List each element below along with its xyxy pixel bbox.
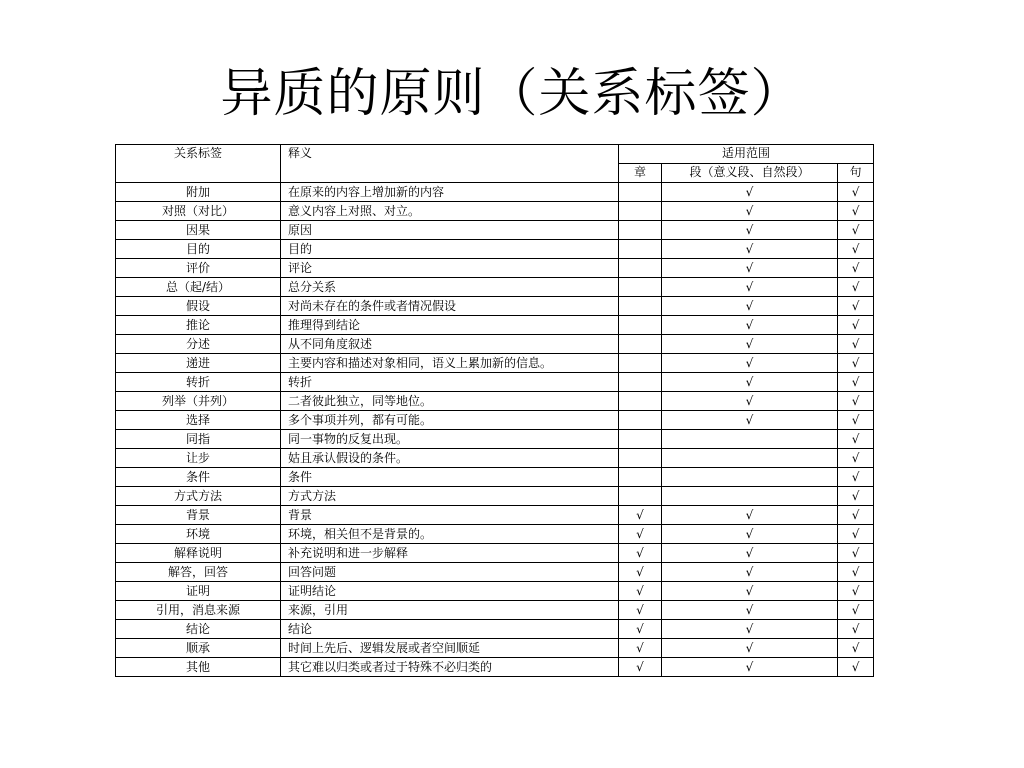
cell-label: 转折 xyxy=(116,373,281,392)
cell-label: 顺承 xyxy=(116,639,281,658)
cell-scope-sentence: √ xyxy=(838,392,874,411)
cell-scope-chapter xyxy=(619,373,662,392)
cell-label: 分述 xyxy=(116,335,281,354)
cell-scope-paragraph: √ xyxy=(662,221,838,240)
cell-scope-sentence: √ xyxy=(838,221,874,240)
cell-label: 其他 xyxy=(116,658,281,677)
cell-scope-chapter xyxy=(619,183,662,202)
table-row xyxy=(116,506,874,525)
cell-scope-paragraph xyxy=(662,430,838,449)
table-row xyxy=(116,582,874,601)
cell-scope-paragraph: √ xyxy=(662,183,838,202)
table-row xyxy=(116,639,874,658)
header-scope-paragraph: 段（意义段、自然段） xyxy=(662,164,838,183)
cell-definition: 目的 xyxy=(281,240,619,259)
cell-definition: 背景 xyxy=(281,506,619,525)
table-row xyxy=(116,487,874,506)
table-row xyxy=(116,468,874,487)
header-scope-sentence: 句 xyxy=(838,164,874,183)
cell-scope-paragraph: √ xyxy=(662,392,838,411)
cell-scope-chapter: √ xyxy=(619,620,662,639)
cell-label: 总（起/结） xyxy=(116,278,281,297)
table-row xyxy=(116,392,874,411)
table-row xyxy=(116,601,874,620)
cell-scope-paragraph: √ xyxy=(662,563,838,582)
cell-scope-chapter: √ xyxy=(619,582,662,601)
cell-label: 结论 xyxy=(116,620,281,639)
header-scope: 适用范围 xyxy=(619,145,874,164)
cell-label: 评价 xyxy=(116,259,281,278)
cell-scope-chapter: √ xyxy=(619,506,662,525)
cell-scope-paragraph: √ xyxy=(662,544,838,563)
cell-label: 对照（对比） xyxy=(116,202,281,221)
cell-label: 证明 xyxy=(116,582,281,601)
cell-scope-sentence: √ xyxy=(838,468,874,487)
table-row xyxy=(116,658,874,677)
cell-label: 解释说明 xyxy=(116,544,281,563)
cell-definition: 主要内容和描述对象相同，语义上累加新的信息。 xyxy=(281,354,619,373)
cell-scope-sentence: √ xyxy=(838,506,874,525)
cell-scope-chapter xyxy=(619,316,662,335)
cell-scope-paragraph xyxy=(662,449,838,468)
cell-definition: 其它难以归类或者过于特殊不必归类的 xyxy=(281,658,619,677)
cell-definition: 原因 xyxy=(281,221,619,240)
cell-scope-sentence: √ xyxy=(838,278,874,297)
cell-label: 列举（并列） xyxy=(116,392,281,411)
cell-label: 递进 xyxy=(116,354,281,373)
cell-scope-chapter xyxy=(619,221,662,240)
cell-scope-chapter: √ xyxy=(619,525,662,544)
cell-scope-paragraph: √ xyxy=(662,240,838,259)
cell-definition: 补充说明和进一步解释 xyxy=(281,544,619,563)
table-header xyxy=(116,145,874,183)
cell-scope-paragraph: √ xyxy=(662,658,838,677)
cell-scope-sentence: √ xyxy=(838,620,874,639)
cell-definition: 评论 xyxy=(281,259,619,278)
cell-scope-sentence: √ xyxy=(838,373,874,392)
cell-scope-chapter xyxy=(619,430,662,449)
cell-definition: 推理得到结论 xyxy=(281,316,619,335)
cell-scope-paragraph: √ xyxy=(662,202,838,221)
cell-scope-chapter: √ xyxy=(619,563,662,582)
cell-scope-paragraph: √ xyxy=(662,525,838,544)
cell-scope-sentence: √ xyxy=(838,316,874,335)
cell-definition: 在原来的内容上增加新的内容 xyxy=(281,183,619,202)
cell-scope-chapter xyxy=(619,278,662,297)
cell-definition: 意义内容上对照、对立。 xyxy=(281,202,619,221)
cell-scope-sentence: √ xyxy=(838,639,874,658)
header-label: 关系标签 xyxy=(116,145,281,183)
cell-scope-chapter: √ xyxy=(619,544,662,563)
cell-definition: 时间上先后、逻辑发展或者空间顺延 xyxy=(281,639,619,658)
cell-scope-paragraph: √ xyxy=(662,297,838,316)
cell-definition: 条件 xyxy=(281,468,619,487)
cell-scope-paragraph: √ xyxy=(662,639,838,658)
cell-label: 附加 xyxy=(116,183,281,202)
table-row xyxy=(116,259,874,278)
table-row xyxy=(116,183,874,202)
table-row xyxy=(116,221,874,240)
cell-scope-sentence: √ xyxy=(838,563,874,582)
cell-label: 假设 xyxy=(116,297,281,316)
cell-definition: 证明结论 xyxy=(281,582,619,601)
cell-scope-sentence: √ xyxy=(838,411,874,430)
cell-definition: 同一事物的反复出现。 xyxy=(281,430,619,449)
cell-scope-paragraph: √ xyxy=(662,335,838,354)
cell-scope-sentence: √ xyxy=(838,487,874,506)
cell-scope-chapter xyxy=(619,411,662,430)
cell-scope-chapter: √ xyxy=(619,601,662,620)
table-row xyxy=(116,202,874,221)
cell-definition: 方式方法 xyxy=(281,487,619,506)
slide-title: 异质的原则（关系标签） xyxy=(220,64,804,124)
cell-scope-sentence: √ xyxy=(838,601,874,620)
table-row xyxy=(116,620,874,639)
cell-scope-sentence: √ xyxy=(838,354,874,373)
cell-scope-paragraph: √ xyxy=(662,373,838,392)
cell-definition: 转折 xyxy=(281,373,619,392)
cell-scope-chapter xyxy=(619,449,662,468)
table-row xyxy=(116,316,874,335)
cell-scope-sentence: √ xyxy=(838,544,874,563)
table-body xyxy=(116,183,874,677)
cell-label: 条件 xyxy=(116,468,281,487)
cell-scope-chapter xyxy=(619,468,662,487)
cell-scope-sentence: √ xyxy=(838,202,874,221)
cell-label: 目的 xyxy=(116,240,281,259)
cell-label: 同指 xyxy=(116,430,281,449)
cell-scope-sentence: √ xyxy=(838,525,874,544)
cell-scope-chapter xyxy=(619,335,662,354)
cell-scope-paragraph xyxy=(662,468,838,487)
cell-scope-chapter xyxy=(619,297,662,316)
header-scope-chapter: 章 xyxy=(619,164,662,183)
cell-scope-paragraph: √ xyxy=(662,506,838,525)
cell-definition: 姑且承认假设的条件。 xyxy=(281,449,619,468)
cell-scope-sentence: √ xyxy=(838,183,874,202)
cell-scope-paragraph: √ xyxy=(662,411,838,430)
table-row xyxy=(116,411,874,430)
header-definition: 释义 xyxy=(281,145,619,183)
cell-definition: 来源，引用 xyxy=(281,601,619,620)
table-row xyxy=(116,354,874,373)
table-row xyxy=(116,525,874,544)
table-row xyxy=(116,335,874,354)
cell-scope-paragraph: √ xyxy=(662,278,838,297)
cell-scope-paragraph: √ xyxy=(662,601,838,620)
cell-scope-paragraph: √ xyxy=(662,354,838,373)
cell-scope-chapter xyxy=(619,240,662,259)
cell-label: 环境 xyxy=(116,525,281,544)
relation-label-table xyxy=(115,144,874,677)
cell-scope-chapter xyxy=(619,202,662,221)
cell-scope-chapter xyxy=(619,354,662,373)
cell-definition: 回答问题 xyxy=(281,563,619,582)
cell-label: 方式方法 xyxy=(116,487,281,506)
cell-label: 推论 xyxy=(116,316,281,335)
table-row xyxy=(116,430,874,449)
cell-scope-sentence: √ xyxy=(838,297,874,316)
table-row xyxy=(116,278,874,297)
cell-scope-chapter xyxy=(619,259,662,278)
table-row xyxy=(116,373,874,392)
table-row xyxy=(116,297,874,316)
cell-label: 因果 xyxy=(116,221,281,240)
cell-scope-paragraph: √ xyxy=(662,582,838,601)
cell-definition: 对尚未存在的条件或者情况假设 xyxy=(281,297,619,316)
cell-scope-chapter: √ xyxy=(619,658,662,677)
cell-scope-paragraph: √ xyxy=(662,620,838,639)
cell-scope-paragraph: √ xyxy=(662,259,838,278)
cell-scope-chapter xyxy=(619,392,662,411)
cell-label: 让步 xyxy=(116,449,281,468)
table-row xyxy=(116,240,874,259)
table-row xyxy=(116,563,874,582)
table-row xyxy=(116,449,874,468)
cell-scope-paragraph: √ xyxy=(662,316,838,335)
cell-label: 背景 xyxy=(116,506,281,525)
cell-definition: 环境，相关但不是背景的。 xyxy=(281,525,619,544)
cell-label: 选择 xyxy=(116,411,281,430)
cell-definition: 多个事项并列，都有可能。 xyxy=(281,411,619,430)
cell-label: 引用，消息来源 xyxy=(116,601,281,620)
cell-scope-sentence: √ xyxy=(838,658,874,677)
cell-scope-sentence: √ xyxy=(838,430,874,449)
cell-scope-sentence: √ xyxy=(838,259,874,278)
cell-label: 解答，回答 xyxy=(116,563,281,582)
cell-scope-sentence: √ xyxy=(838,582,874,601)
cell-definition: 结论 xyxy=(281,620,619,639)
table-row xyxy=(116,544,874,563)
cell-scope-sentence: √ xyxy=(838,240,874,259)
cell-definition: 二者彼此独立，同等地位。 xyxy=(281,392,619,411)
cell-scope-sentence: √ xyxy=(838,449,874,468)
cell-scope-sentence: √ xyxy=(838,335,874,354)
cell-scope-chapter: √ xyxy=(619,639,662,658)
cell-scope-paragraph xyxy=(662,487,838,506)
cell-definition: 从不同角度叙述 xyxy=(281,335,619,354)
cell-scope-chapter xyxy=(619,487,662,506)
cell-definition: 总分关系 xyxy=(281,278,619,297)
